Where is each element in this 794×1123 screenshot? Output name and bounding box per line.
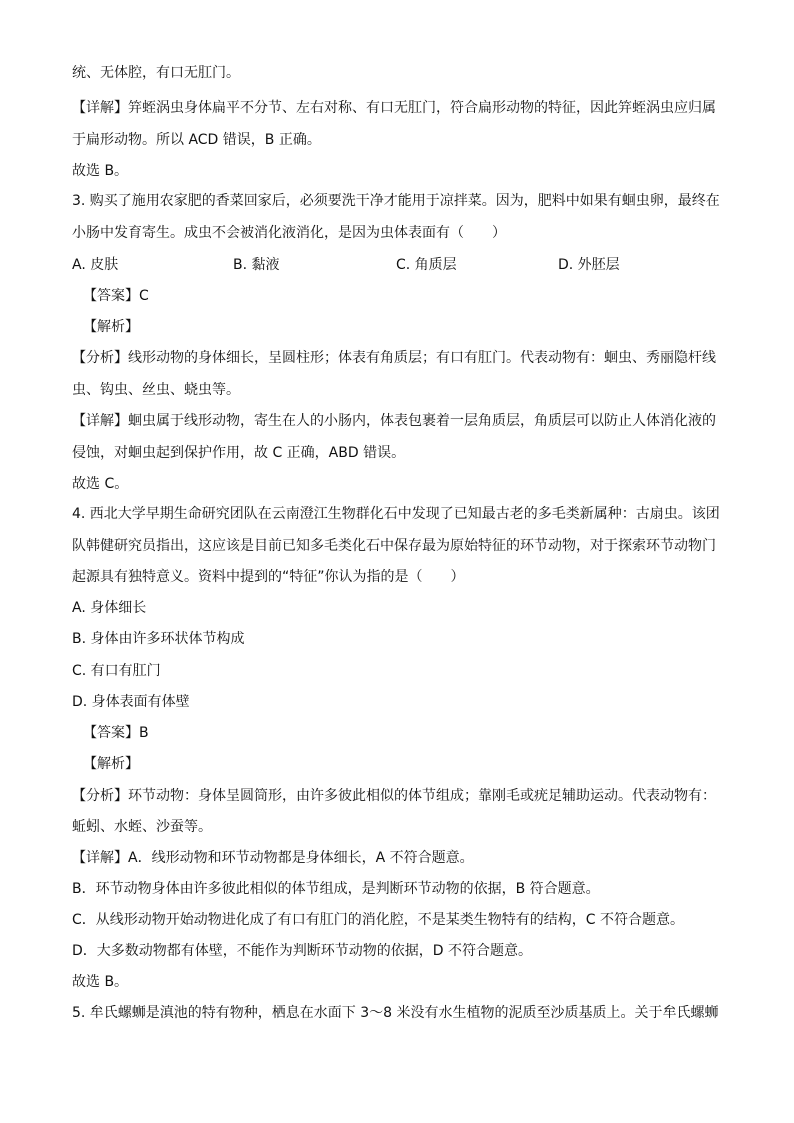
q3-fenxi-line1: 【分析】线形动物的身体细长，呈圆柱形；体表有角质层；有口有肛门。代表动物有：蛔虫、秀丽隐杆线 [72,350,716,366]
q3-answer: 【答案】C [83,288,149,304]
q4-stem-line2: 队韩健研究员指出，这应该是目前已知多毛类化石中保存最为原始特征的环节动物，对于探索环节动物门 [72,538,716,554]
prev-detail-line2: 于扁形动物。所以 ACD 错误，B 正确。 [72,132,321,148]
q3-option-d: D. 外胚层 [558,257,620,273]
q4-stem-line1: 4. 西北大学早期生命研究团队在云南澄江生物群化石中发现了已知最古老的多毛类新属种：古扇虫。该团 [72,506,720,522]
q4-option-b: B. 身体由许多环状体节构成 [72,631,245,647]
q3-analysis-label: 【解析】 [83,319,139,335]
prev-detail-line1: 【详解】笄蛭涡虫身体扁平不分节、左右对称、有口无肛门，符合扁形动物的特征，因此笄蛭涡虫应归属 [72,100,716,116]
q3-option-c: C. 角质层 [396,257,457,273]
q3-detail-line1: 【详解】蛔虫属于线形动物，寄生在人的小肠内，体表包裹着一层角质层，角质层可以防止人体消化液的 [72,413,716,429]
q4-fenxi-line2: 蚯蚓、水蛭、沙蚕等。 [72,819,212,835]
q4-answer: 【答案】B [83,725,149,741]
prev-choose: 故选 B。 [72,163,129,179]
q3-stem-line1: 3. 购买了施用农家肥的香菜回家后，必须要洗干净才能用于凉拌菜。因为，肥料中如果有蛔虫卵，最终在 [72,193,720,209]
q3-choose: 故选 C。 [72,476,129,492]
q3-fenxi-line2: 虫、钩虫、丝虫、蛲虫等。 [72,382,240,398]
q4-detail-a: 【详解】A．线形动物和环节动物都是身体细长，A 不符合题意。 [72,850,474,866]
q3-detail-line2: 侵蚀，对蛔虫起到保护作用，故 C 正确，ABD 错误。 [72,445,406,461]
q4-detail-b: B．环节动物身体由许多彼此相似的体节组成，是判断环节动物的依据，B 符合题意。 [72,881,600,897]
q4-option-a: A. 身体细长 [72,600,147,616]
q4-detail-c: C．从线形动物开始动物进化成了有口有肛门的消化腔，不是某类生物特有的结构，C 不符合题意。 [72,912,684,928]
q4-option-c: C. 有口有肛门 [72,663,161,679]
q4-analysis-label: 【解析】 [83,756,139,772]
prev-continuation: 统、无体腔，有口无肛门。 [72,65,240,81]
q4-choose: 故选 B。 [72,974,129,990]
q5-stem-line1: 5. 牟氏螺蛳是滇池的特有物种，栖息在水面下 3～8 米没有水生植物的泥质至沙质基质上。关于牟氏螺蛳 [72,1005,719,1021]
q4-stem-line3: 起源具有独特意义。资料中提到的“特征”你认为指的是（ ） [72,569,465,585]
q3-option-b: B. 黏液 [233,257,280,273]
q4-option-d: D. 身体表面有体壁 [72,694,190,710]
q4-detail-d: D．大多数动物都有体壁，不能作为判断环节动物的依据，D 不符合题意。 [72,943,533,959]
q3-stem-line2: 小肠中发育寄生。成虫不会被消化液消化，是因为虫体表面有（ ） [72,225,506,241]
q3-option-a: A. 皮肤 [72,257,119,273]
q4-fenxi-line1: 【分析】环节动物：身体呈圆筒形，由许多彼此相似的体节组成；靠刚毛或疣足辅助运动。代表动物有： [72,788,716,804]
